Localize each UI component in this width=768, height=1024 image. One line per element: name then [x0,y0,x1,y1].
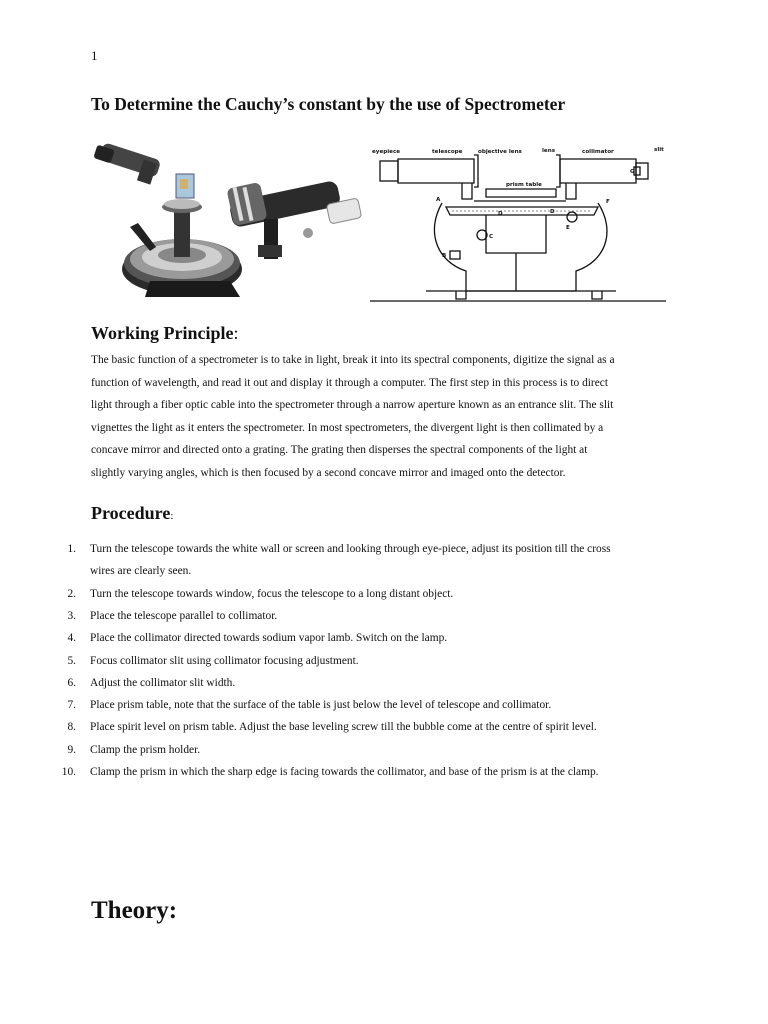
label-telescope: telescope [432,149,463,155]
step-text [90,716,675,738]
spectrometer-diagram [366,141,668,303]
step-line: Focus collimator slit using collimator focusing adjustment. [90,654,359,667]
step-line: Clamp the prism holder. [90,743,201,756]
label-eyepiece: eyepiece [372,149,401,155]
step-line: Turn the telescope towards the white wall or screen and looking through eye-piece, adjust its position till the cross [90,543,611,555]
theory-heading: Theory: [91,897,178,924]
label-c: C [489,234,494,240]
step-line: Clamp the prism in which the sharp edge is facing towards the collimator, and base of the prism is at the clamp. [90,766,599,778]
step-line: wires are clearly seen. [90,565,192,578]
step-line: Place the telescope parallel to collimator. [90,609,278,622]
step-text [90,761,675,783]
step-line: Turn the telescope towards window, focus the telescope to a long distant object. [90,587,454,600]
label-slit: slit [654,147,664,153]
label-d1: D [498,211,503,217]
label-prism-table: prism table [506,182,542,188]
label-b: B [442,253,447,259]
step-number: 7. [67,699,76,712]
procedure-colon: : [170,510,174,522]
procedure-heading [91,503,173,524]
working-principle-paragraph [91,349,673,484]
paragraph-line: function of wavelength, and read it out and display it through a computer. The first step in this process is to direct [91,376,608,389]
step-line: Place spirit level on prism table. Adjust the base leveling screw till the bubble come at the centre of spirit level. [90,721,597,734]
step-line: Place the collimator directed towards sodium vapor lamb. Switch on the lamp. [90,632,448,645]
step-number: 3. [67,609,76,622]
label-g: G [630,169,635,175]
procedure-title: Procedure [91,503,171,523]
step-text [90,583,675,605]
step-text [90,627,675,649]
paragraph-line: light through a fiber optic cable into the spectrometer through a narrow aperture known as an entrance slit. The slit [91,399,614,411]
step-number: 8. [67,721,76,734]
working-principle-colon: : [233,323,239,343]
paragraph-line: The basic function of a spectrometer is to take in light, break it into its spectral components, digitize the signal as a [91,354,615,366]
step-text [90,538,675,583]
working-principle-title: Working Principle [91,323,234,343]
label-collimator: collimator [582,149,614,155]
label-f: F [606,199,610,205]
step-text [90,694,675,716]
step-text [90,650,675,672]
label-d2: D [550,209,555,215]
step-number: 9. [67,743,76,756]
step-text [90,672,675,694]
step-number: 2. [67,587,76,600]
working-principle-heading [91,323,239,344]
step-number: 10. [61,766,76,778]
step-number: 4. [67,632,76,645]
spectrometer-photo [90,141,366,301]
step-line: Place prism table, note that the surface of the table is just below the level of telescope and collimator. [90,699,552,712]
paragraph-line: vignettes the light as it enters the spectrometer. In most spectrometers, the divergent light is then collimated by a [91,421,604,434]
step-text [90,739,675,761]
step-line: Adjust the collimator slit width. [90,676,236,689]
paragraph-line: concave mirror and directed onto a grating. The grating then disperses the spectral components of the light at [91,444,588,456]
label-objective-lens: objective lens [478,149,522,155]
label-lens: lens [542,148,556,154]
step-text [90,605,675,627]
step-number: 5. [67,654,76,667]
step-number: 1. [67,543,76,555]
step-number: 6. [67,676,76,689]
label-a: A [436,197,441,203]
document-title: To Determine the Cauchy’s constant by the use of Spectrometer [91,94,566,114]
label-e: E [566,225,570,231]
page-number: 1 [91,48,98,63]
procedure-step [0,538,768,583]
paragraph-line: slightly varying angles, which is then focused by a second concave mirror and imaged onto the detector. [91,466,566,479]
